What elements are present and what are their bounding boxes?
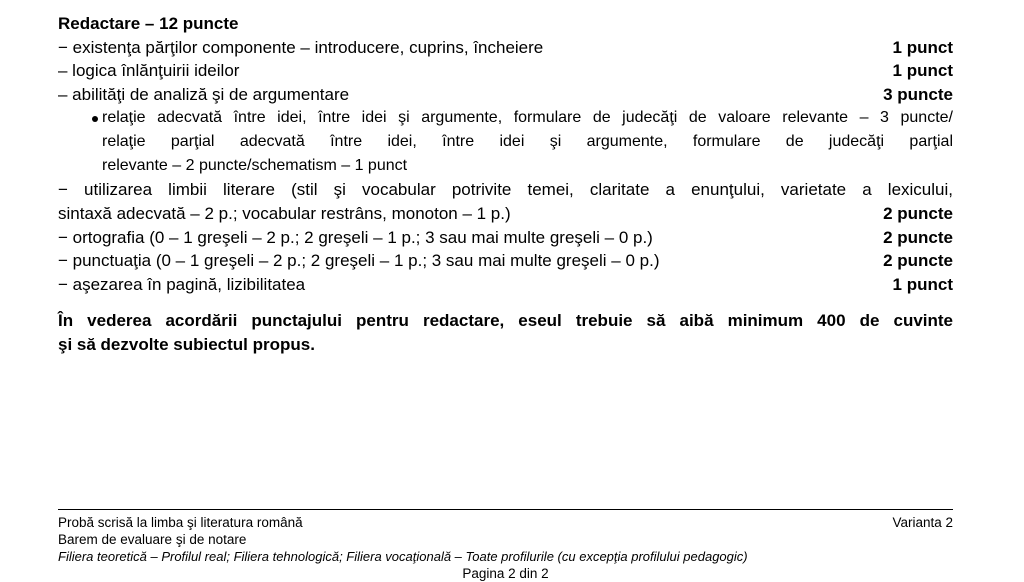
criterion-row	[58, 83, 953, 107]
requirement-note	[58, 309, 953, 356]
language-criterion-row	[58, 202, 953, 226]
page-footer	[58, 509, 953, 582]
bullet-line: relaţie adecvată între idei, între idei şi argumente, formulare de judecăţi de valoare relevante – 3 puncte/	[102, 109, 953, 127]
language-criterion-line: sintaxă adecvată – 2 p.; vocabular restrâns, monoton – 1 p.)	[58, 203, 511, 223]
footer-profile: Filiera teoretică – Profilul real; Filiera tehnologică; Filiera vocaţională – Toate profilurile (cu excepţia profilului pedagogic)	[58, 549, 748, 564]
criterion-row	[58, 273, 953, 297]
criterion-row	[58, 59, 953, 83]
criterion-text: − existenţa părţilor componente – introducere, cuprins, încheiere	[58, 37, 544, 57]
argumentation-bullet	[58, 106, 953, 178]
footer-row	[58, 514, 953, 531]
section-title: Redactare – 12 puncte	[58, 14, 239, 33]
bullet-line: relevante – 2 puncte/schematism – 1 punct	[102, 157, 408, 175]
note-line: şi să dezvolte subiectul propus.	[58, 334, 315, 354]
criterion-text: − aşezarea în pagină, lizibilitatea	[58, 274, 306, 294]
bullet-dot-icon	[92, 116, 98, 122]
criterion-points: 1 punct	[892, 61, 953, 81]
criterion-row	[58, 36, 953, 60]
language-criterion	[58, 178, 953, 225]
criterion-row	[58, 249, 953, 273]
criterion-points: 1 punct	[892, 37, 953, 57]
criterion-points: 2 puncte	[883, 251, 953, 271]
footer-barem: Barem de evaluare şi de notare	[58, 532, 247, 547]
criterion-text: – abilităţi de analiză şi de argumentare	[58, 84, 350, 104]
criterion-points: 3 puncte	[883, 84, 953, 104]
footer-variant: Varianta 2	[892, 515, 953, 530]
footer-page-number: Pagina 2 din 2	[462, 566, 549, 581]
criterion-text: – logica înlănţuirii ideilor	[58, 61, 240, 81]
criterion-text: − punctuaţia (0 – 1 greşeli – 2 p.; 2 greşeli – 1 p.; 3 sau mai multe greşeli – 0 p.)	[58, 251, 660, 271]
footer-exam-name: Probă scrisă la limba şi literatura română	[58, 515, 303, 530]
note-line: În vederea acordării punctajului pentru redactare, eseul trebuie să aibă minimum 400 de cuvinte	[58, 311, 953, 331]
criterion-points: 1 punct	[892, 274, 953, 294]
language-criterion-line: − utilizarea limbii literare (stil şi vocabular potrivite temei, claritate a enunţului, varietate a lexicului,	[58, 180, 953, 200]
criterion-row	[58, 226, 953, 250]
grading-section	[58, 12, 953, 357]
criterion-points: 2 puncte	[883, 227, 953, 247]
bullet-line: relaţie parţial adecvată între idei, între idei şi argumente, formulare de judecăţi parţial	[102, 133, 953, 151]
criterion-text: − ortografia (0 – 1 greşeli – 2 p.; 2 greşeli – 1 p.; 3 sau mai multe greşeli – 0 p.)	[58, 227, 653, 247]
criterion-points: 2 puncte	[883, 203, 953, 223]
